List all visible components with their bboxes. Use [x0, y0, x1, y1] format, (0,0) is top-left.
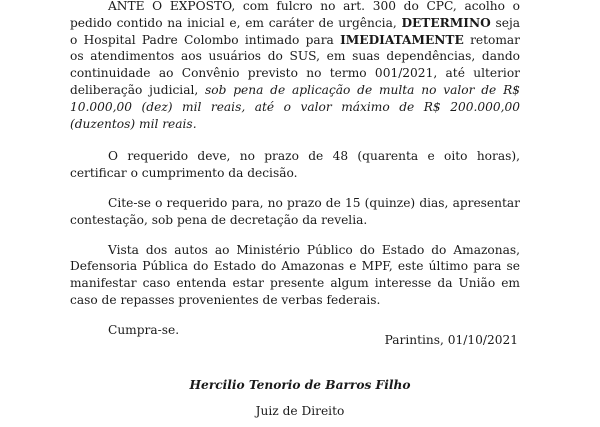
- decision-text-3: retomar os atendimentos aos usuários do SUS, em suas dependências, dando continuidade ao Convênio previsto no termo 001/2021, até ulterior deliberação judicial,: [70, 32, 520, 97]
- decision-paragraph: [70, 0, 520, 132]
- deadline-paragraph: O requerido deve, no prazo de 48 (quarenta e oito horas), certificar o cumprimento da decisão.: [70, 149, 520, 181]
- decision-text-2: seja o Hospital Padre Colombo intimado para: [70, 15, 520, 47]
- closing-paragraph: Cumpra-se.: [108, 322, 180, 337]
- decision-text-1: ANTE O EXPOSTO, com fulcro no art. 300 do CPC, acolho o pedido contido na inicial e, em caráter de urgência,: [70, 0, 520, 30]
- citation-paragraph: Cite-se o requerido para, no prazo de 15 (quinze) dias, apresentar contestação, sob pena de decretação da revelia.: [70, 195, 520, 227]
- decision-determino: DETERMINO: [401, 15, 491, 30]
- records-paragraph: Vista dos autos ao Ministério Público do Estado do Amazonas, Defensoria Pública do Estado do Amazonas e MPF, este último para se manifestar caso entenda estar presente algum interesse da União em caso de repasses provenientes de verbas federais.: [70, 242, 520, 307]
- place-date: Parintins, 01/10/2021: [384, 333, 518, 347]
- decision-imediatamente: IMEDIATAMENTE: [340, 32, 464, 47]
- signatory-name: Hercilio Tenorio de Barros Filho: [189, 378, 411, 392]
- decision-penalty: sob pena de aplicação de multa no valor de R$ 10.000,00 (dez) mil reais, até o valor máximo de R$ 200.000,00 (duzentos) mil reais.: [70, 82, 520, 131]
- document-body: [70, 0, 520, 352]
- signatory-role: Juiz de Direito: [255, 404, 345, 418]
